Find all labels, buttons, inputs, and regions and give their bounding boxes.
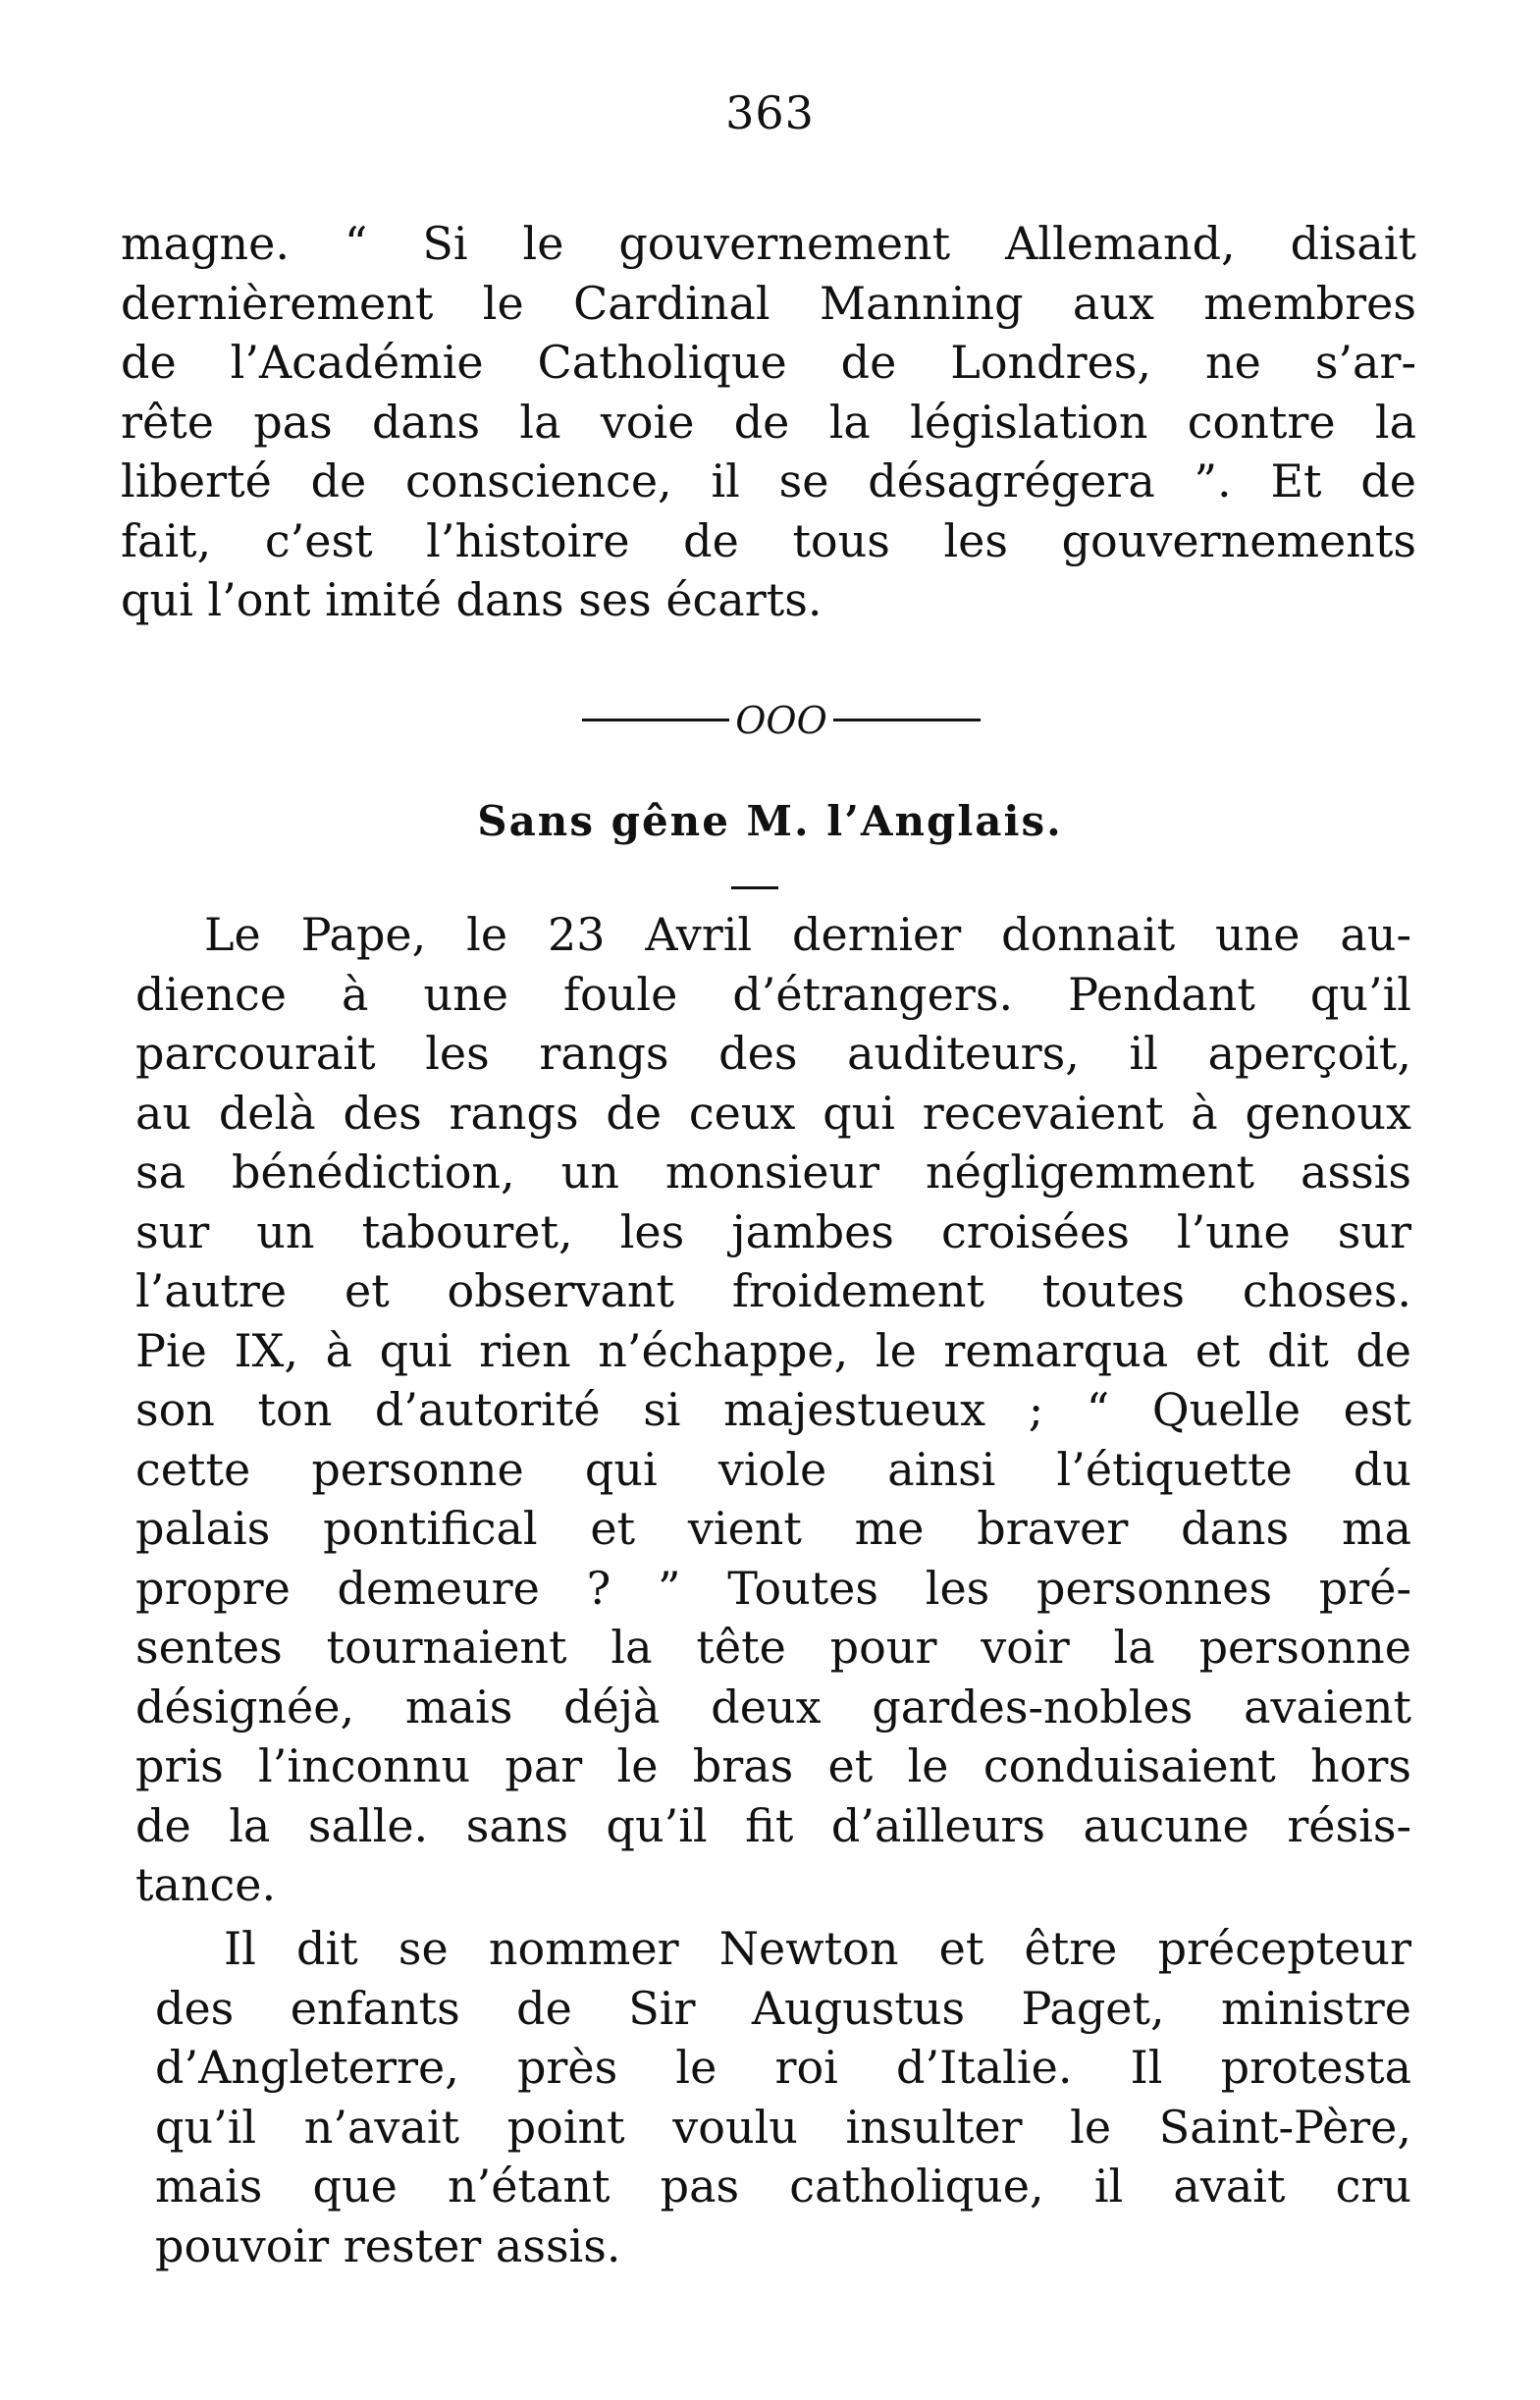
text-line: l’autre et observant froidement toutes choses. <box>135 1264 1411 1317</box>
text-line: qu’il n’avait point voulu insulter le Saint-Père, <box>155 2100 1411 2154</box>
section-separator <box>565 687 997 746</box>
text-line: Le Pape, le 23 Avril dernier donnait une au- <box>204 908 1411 961</box>
text-line: Pie IX, à qui rien n’échappe, le remarqua et dit de <box>135 1323 1411 1377</box>
separator-rule-right <box>833 719 981 721</box>
text-line: liberté de conscience, il se désagrégera ”. Et de <box>121 454 1416 507</box>
text-line: pouvoir rester assis. <box>155 2218 621 2272</box>
text-line: parcourait les rangs des auditeurs, il aperçoit, <box>135 1027 1411 1080</box>
text-line: Il dit se nommer Newton et être précepteur <box>224 1922 1411 1975</box>
text-line: au delà des rangs de ceux qui recevaient à genoux <box>135 1086 1411 1140</box>
text-line: cette personne qui viole ainsi l’étiquette du <box>135 1442 1411 1496</box>
text-line: rête pas dans la voie de la législation contre la <box>121 395 1416 449</box>
separator-ornament: OOO <box>735 698 827 742</box>
separator-rule-left <box>582 719 729 721</box>
text-line: sur un tabouret, les jambes croisées l’une sur <box>135 1204 1411 1258</box>
text-line: de la salle. sans qu’il fit d’ailleurs aucune résis- <box>135 1798 1411 1852</box>
text-line: qui l’ont imité dans ses écarts. <box>121 573 823 626</box>
text-line: fait, c’est l’histoire de tous les gouvernements <box>121 513 1416 567</box>
text-line: propre demeure ? ” Toutes les personnes pré- <box>135 1561 1411 1615</box>
text-line: mais que n’étant pas catholique, il avait cru <box>155 2160 1411 2213</box>
text-line: sa bénédiction, un monsieur négligemment assis <box>135 1146 1411 1199</box>
paragraph-audience <box>135 905 1411 1915</box>
text-line: dience à une foule d’étrangers. Pendant qu’il <box>135 967 1411 1021</box>
text-line: dernièrement le Cardinal Manning aux membres <box>121 276 1416 330</box>
text-line: palais pontifical et vient me braver dans ma <box>135 1502 1411 1555</box>
section-heading: Sans gêne M. l’Anglais. <box>477 797 1063 845</box>
text-line: d’Angleterre, près le roi d’Italie. Il protesta <box>155 2041 1411 2094</box>
page-number: 363 <box>725 86 815 139</box>
text-line: tance. <box>135 1858 277 1911</box>
text-line: son ton d’autorité si majestueux ; “ Quelle est <box>135 1383 1411 1436</box>
text-line: magne. “ Si le gouvernement Allemand, disait <box>121 217 1416 270</box>
text-line: sentes tournaient la tête pour voir la personne <box>135 1621 1411 1674</box>
text-line: de l’Académie Catholique de Londres, ne s’ar- <box>121 336 1416 389</box>
text-line: des enfants de Sir Augustus Paget, ministre <box>155 1981 1411 2035</box>
heading-rule <box>731 886 778 889</box>
paragraph-newton <box>155 1919 1411 2275</box>
paragraph-continuation <box>121 214 1416 630</box>
text-line: pris l’inconnu par le bras et le conduisaient hors <box>135 1739 1411 1792</box>
text-line: désignée, mais déjà deux gardes-nobles avaient <box>135 1680 1411 1733</box>
